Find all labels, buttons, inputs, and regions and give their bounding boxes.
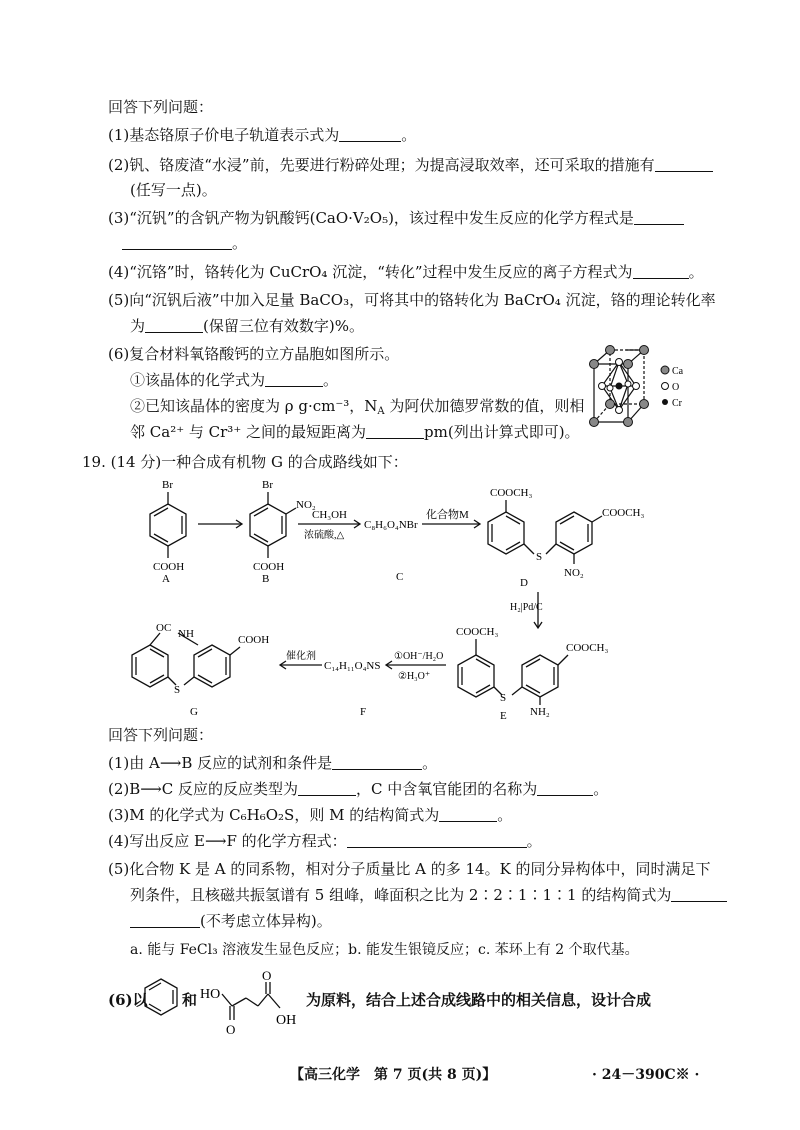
a-br: Br	[162, 479, 173, 491]
b-no2: NO₂	[296, 499, 316, 511]
label-f: F	[360, 706, 367, 718]
q18-part6-2: ②已知该晶体的密度为 ρ g·cm⁻³，$N_A$ 为阿伏加德罗常数的值，则相	[130, 397, 585, 417]
cond-fg: 催化剂	[286, 651, 316, 662]
q18-intro: 回答下列问题：	[108, 98, 214, 116]
succinic-o-top: O	[262, 968, 272, 983]
q19-part5-conditions: a. 能与 FeCl₃ 溶液发生显色反应；b. 能发生银镜反应；c. 苯环上有 2 个取代基。	[130, 942, 639, 958]
label-c: C	[396, 571, 404, 583]
e-cooch3-right: COOCH₃	[566, 642, 609, 654]
label-e: E	[500, 710, 507, 722]
cond-ef-1: ①OH⁻/H₂O	[394, 651, 444, 662]
q18-part6-1: ①该晶体的化学式为 。	[130, 371, 339, 389]
answer-blank[interactable]	[537, 781, 593, 796]
cr-legend-marker	[662, 399, 668, 405]
answer-blank[interactable]	[339, 127, 401, 142]
cond-bc-bottom: 浓硫酸,△	[304, 530, 345, 541]
page-footer: 【高三化学 第 7 页(共 8 页)】	[290, 1067, 497, 1083]
label-a: A	[162, 573, 170, 585]
q18-part6: (6)复合材料氧铬酸钙的立方晶胞如图所示。	[108, 345, 400, 363]
legend-o: O	[672, 382, 680, 393]
q18-part6-2-cont: 邻 Ca²⁺ 与 Cr³⁺ 之间的最短距离为 pm(列出计算式即可)。	[130, 423, 580, 441]
synthesis-scheme-row1	[120, 476, 760, 596]
q18-part2: (2)钒、铬废渣“水浸”前，先要进行粉碎处理；为提高浸取效率，还可采取的措施有	[108, 155, 713, 175]
cond-ef-2: ②H₃O⁺	[398, 671, 431, 682]
page-code: · 24－390C※ ·	[592, 1067, 700, 1083]
answer-blank[interactable]	[122, 235, 232, 250]
cond-cd-top: 化合物M	[426, 509, 469, 521]
q18-part1: (1)基态铬原子价电子轨道表示式为 。	[108, 126, 417, 144]
q18-part4: (4)“沉铬”时，铬转化为 CuCrO₄ 沉淀，“转化”过程中发生反应的离子方程式为 。	[108, 263, 704, 281]
answer-blank[interactable]	[439, 807, 497, 822]
g-nh: NH	[178, 628, 194, 640]
answer-blank[interactable]	[655, 157, 713, 172]
e-nh2: NH₂	[530, 706, 550, 718]
legend-cr: Cr	[672, 398, 682, 409]
q19-part6-and: 和	[182, 991, 198, 1009]
q19-part6-pre: (6)以	[108, 991, 148, 1009]
succinic-oh: OH	[276, 1013, 297, 1028]
g-cooh: COOH	[238, 634, 270, 646]
q19-part5-cont2: (不考虑立体异构)。	[130, 911, 332, 931]
benzene-structure	[140, 975, 182, 1017]
q19-part3: (3)M 的化学式为 C₆H₆O₂S，则 M 的结构简式为 。	[108, 806, 513, 824]
f-formula: C₁₄H₁₁O₄NS	[324, 660, 381, 672]
answer-blank[interactable]	[298, 781, 356, 796]
crystal-cell-figure	[582, 340, 702, 440]
answer-blank[interactable]	[347, 833, 527, 848]
d-no2: NO₂	[564, 567, 584, 579]
o-legend-marker	[662, 383, 669, 390]
g-c: C	[164, 622, 172, 634]
c-formula: C₈H₆O₄NBr	[364, 519, 418, 531]
q19-part5: (5)化合物 K 是 A 的同系物，相对分子质量比 A 的多 14。K 的同分异构体中，同时满足下	[108, 860, 711, 878]
label-d: D	[520, 577, 528, 589]
legend-ca: Ca	[672, 366, 684, 377]
q19-part4: (4)写出反应 E⟶F 的化学方程式： 。	[108, 832, 542, 850]
succinic-acid-structure	[200, 968, 300, 1044]
q19-title: 19. (14 分)一种合成有机物 G 的合成路线如下：	[82, 453, 408, 471]
label-g: G	[190, 706, 198, 718]
q18-part2-cont: (任写一点)。	[130, 181, 217, 199]
e-s: S	[500, 692, 507, 704]
g-s: S	[174, 684, 181, 696]
answer-blank[interactable]	[130, 913, 200, 928]
answer-blank[interactable]	[634, 210, 684, 225]
e-cooch3-left: COOCH₃	[456, 626, 499, 638]
g-o: O	[156, 622, 164, 634]
q19-part5-cont: 列条件，且核磁共振氢谱有 5 组峰，峰面积之比为 2∶2∶1∶1∶1 的结构简式为	[130, 885, 727, 905]
cond-bc-top: CH₃OH	[312, 509, 348, 521]
succinic-o-bottom: O	[226, 1022, 236, 1037]
answer-blank[interactable]	[366, 424, 424, 439]
d-cooch3-left: COOCH₃	[490, 487, 533, 499]
answer-blank[interactable]	[633, 264, 689, 279]
q18-part5: (5)向“沉钒后液”中加入足量 BaCO₃，可将其中的铬转化为 BaCrO₄ 沉淀，铬的理论转化率	[108, 291, 716, 309]
ca-legend-marker	[661, 366, 669, 374]
answer-blank[interactable]	[332, 755, 422, 770]
q19-part6-post: 为原料，结合上述合成线路中的相关信息，设计合成	[306, 991, 652, 1009]
cond-de: H₂|Pd/C	[510, 602, 543, 613]
d-cooch3-right: COOCH₃	[602, 507, 645, 519]
answer-blank[interactable]	[265, 372, 323, 387]
b-br: Br	[262, 479, 273, 491]
q18-part5-cont: 为 (保留三位有效数字)%。	[130, 317, 364, 335]
q18-part3-cont: 。	[122, 233, 247, 253]
a-cooh: COOH	[153, 561, 185, 573]
synthesis-scheme-row2	[120, 615, 760, 725]
q19-part2: (2)B⟶C 反应的反应类型为 ，C 中含氧官能团的名称为 。	[108, 780, 609, 798]
answer-blank[interactable]	[671, 887, 727, 902]
q18-part3: (3)“沉钒”的含钒产物为钒酸钙(CaO·V₂O₅)，该过程中发生反应的化学方程式是	[108, 208, 684, 228]
q19-part1: (1)由 A⟶B 反应的试剂和条件是 。	[108, 754, 438, 772]
label-b: B	[262, 573, 270, 585]
d-s: S	[536, 551, 543, 563]
answer-blank[interactable]	[145, 318, 203, 333]
b-cooh: COOH	[253, 561, 285, 573]
succinic-ho: HO	[200, 987, 221, 1002]
q19-intro: 回答下列问题：	[108, 726, 214, 744]
